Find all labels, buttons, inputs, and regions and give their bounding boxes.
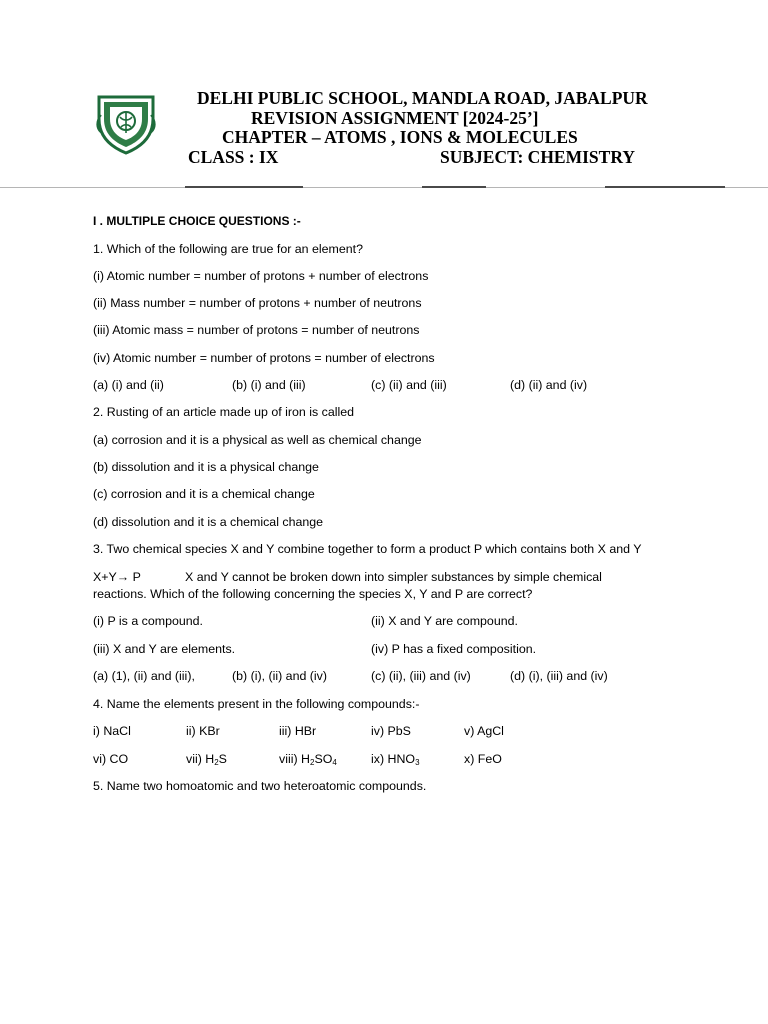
q2-option-d: (d) dissolution and it is a chemical change	[93, 515, 324, 529]
class-label: CLASS : IX	[188, 147, 279, 167]
chapter-title: CHAPTER – ATOMS , IONS & MOLECULES	[222, 127, 578, 147]
q1-option-d: (d) (ii) and (iv)	[510, 378, 588, 392]
q3-option-a: (a) (1), (ii) and (iii),	[93, 669, 195, 683]
q4-compound: iii) HBr	[279, 724, 317, 738]
question-4: 4. Name the elements present in the following compounds:-	[93, 697, 420, 711]
header-divider-accent	[605, 186, 725, 188]
subject-label: SUBJECT: CHEMISTRY	[440, 147, 635, 167]
q2-option-c: (c) corrosion and it is a chemical change	[93, 487, 315, 501]
q3-statement: (iv) P has a fixed composition.	[371, 642, 537, 656]
school-name: DELHI PUBLIC SCHOOL, MANDLA ROAD, JABALPUR	[197, 88, 648, 108]
q2-option-b: (b) dissolution and it is a physical change	[93, 460, 319, 474]
q4-compound: ii) KBr	[186, 724, 220, 738]
header-divider-accent	[422, 186, 486, 188]
q3-option-d: (d) (i), (iii) and (iv)	[510, 669, 608, 683]
q3-option-c: (c) (ii), (iii) and (iv)	[371, 669, 471, 683]
q3-continuation: reactions. Which of the following concerning the species X, Y and P are correct?	[93, 587, 533, 601]
q4-compound: x) FeO	[464, 752, 502, 766]
q3-statement: (iii) X and Y are elements.	[93, 642, 236, 656]
q1-statement: (iv) Atomic number = number of protons = number of electrons	[93, 351, 435, 365]
q3-option-b: (b) (i), (ii) and (iv)	[232, 669, 327, 683]
q3-statement: (i) P is a compound.	[93, 614, 203, 628]
q1-statement: (ii) Mass number = number of protons + number of neutrons	[93, 296, 422, 310]
school-logo	[93, 91, 159, 157]
q4-compound: i) NaCl	[93, 724, 131, 738]
q3-equation: X+Y→ P	[93, 570, 141, 584]
question-2: 2. Rusting of an article made up of iron is called	[93, 405, 355, 419]
q4-compound: vi) CO	[93, 752, 129, 766]
question-1: 1. Which of the following are true for an element?	[93, 242, 363, 256]
q4-compound: v) AgCl	[464, 724, 504, 738]
q1-statement: (iii) Atomic mass = number of protons = number of neutrons	[93, 323, 420, 337]
q1-option-c: (c) (ii) and (iii)	[371, 378, 447, 392]
header-divider-accent	[185, 186, 303, 188]
assignment-title: REVISION ASSIGNMENT [2024-25’]	[251, 108, 539, 128]
q4-compound: viii) $H_2SO_4$	[279, 752, 337, 767]
q4-compound: iv) PbS	[371, 724, 411, 738]
q1-option-b: (b) (i) and (iii)	[232, 378, 306, 392]
q3-statement: (ii) X and Y are compound.	[371, 614, 518, 628]
q3-continuation: X and Y cannot be broken down into simpler substances by simple chemical	[185, 570, 602, 584]
question-5: 5. Name two homoatomic and two heteroatomic compounds.	[93, 779, 427, 793]
question-3: 3. Two chemical species X and Y combine together to form a product P which contains both X and Y	[93, 542, 642, 556]
q1-option-a: (a) (i) and (ii)	[93, 378, 164, 392]
q2-option-a: (a) corrosion and it is a physical as well as chemical change	[93, 433, 422, 447]
q4-compound: ix) $HNO_3$	[371, 752, 420, 767]
q4-compound: vii) $H_2S$	[186, 752, 227, 767]
section-title: I . MULTIPLE CHOICE QUESTIONS :-	[93, 214, 301, 228]
q1-statement: (i) Atomic number = number of protons + number of electrons	[93, 269, 429, 283]
